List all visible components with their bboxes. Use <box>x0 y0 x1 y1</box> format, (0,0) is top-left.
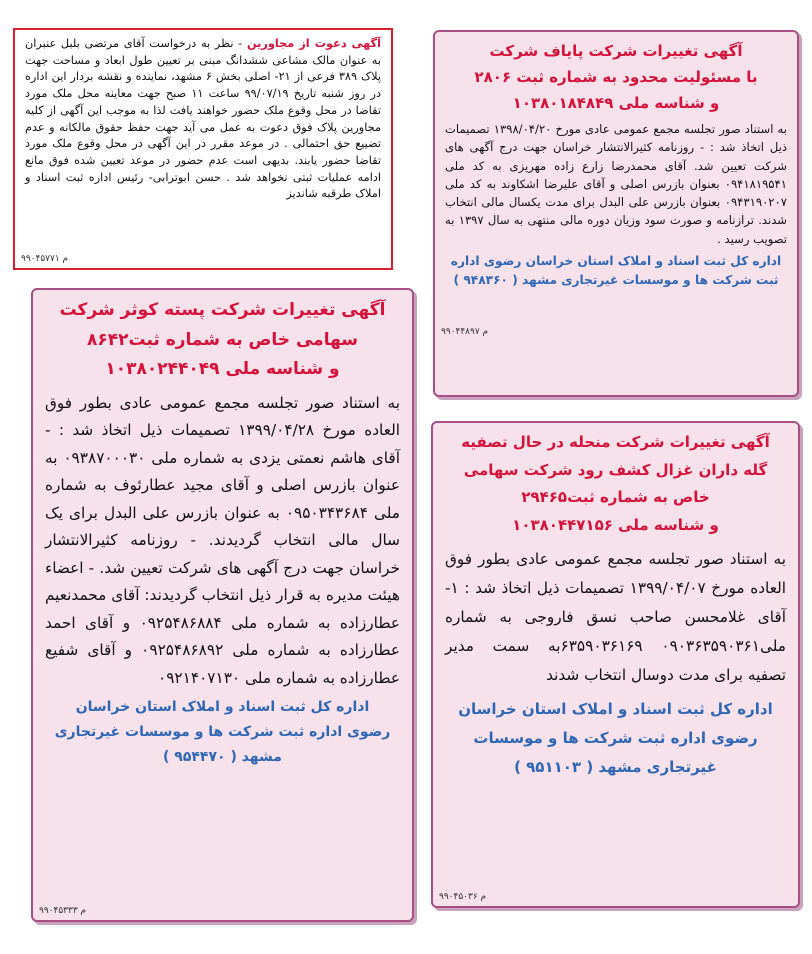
ad-payaf-text: به استناد صور تجلسه مجمع عمومی عادی مورخ ۱۳۹۸/۰۴/۲۰ تصمیمات ذیل اتخاذ شد : - روزنامه کثیرالانتشار خراسان جهت درج آگهی های شرکت تعیین شد. آقای محمدرضا زارع زاده مهریزی به کد ملی ۰۹۴۱۸۱۹۵۴۱ بعنوان بازرس اصلی و آقای علیرضا اشکاوند به کد ملی ۰۹۴۳۱۹۰۲۰۷ بعنوان بازرس علی البدل برای مدت یکسال مالی انتخاب شدند. ترازنامه و صورت سود وزیان دوره مالی منتهی به سال ۱۳۹۷ به تصویب رسید . <box>445 122 787 246</box>
ad-ghazal-title-line: گله داران غزال کشف رود شرکت سهامی <box>463 460 768 479</box>
ad-payaf-changes <box>433 30 799 397</box>
ad-kowsar-footer-line: مشهد ( ۹۵۴۴۷۰ ) <box>163 749 282 765</box>
ad-ghazal-changes <box>431 421 800 908</box>
ad-ghazal-footer <box>445 695 786 782</box>
ad-ghazal-title-line: آگهی تغییرات شرکت منحله در حال تصفیه <box>461 433 770 451</box>
ad-payaf-code: م ۹۹۰۴۴۸۹۷ <box>441 327 489 337</box>
ad-kowsar-title-line: و شناسه ملی ۱۰۳۸۰۲۴۴۰۴۹ <box>105 359 340 379</box>
ad-kowsar-text: به استناد صور تجلسه مجمع عمومی عادی بطور فوق العاده مورخ ۱۳۹۹/۰۴/۲۸ تصمیمات ذیل اتخاذ شد : - آقای هاشم نعمتی یزدی به شماره ملی ۰۹۳۸۷۰۰۰۳۰ به عنوان بازرس اصلی و آقای مجید عطارئوف به شماره ملی ۰۹۵۰۳۴۳۶۸۴ به عنوان بازرس علی البدل برای یک سال مالی انتخاب گردیدند. - روزنامه کثیرالانتشار خراسان جهت درج آگهی های شرکت تعیین شد. - اعضاء هیئت مدیره به قرار ذیل انتخاب گردیدند: آقای محمدنعیم عطارزاده به شماره ملی ۰۹۲۵۴۸۶۸۸۴ و آقای احمد عطارزاده به شماره ملی ۰۹۲۵۴۸۶۸۹۲ و آقای شفیع عطارزاده به شماره ملی ۰۹۲۱۴۰۷۱۳۰ <box>45 393 401 687</box>
ad-ghazal-code: م ۹۹۰۴۵۰۳۶ <box>439 892 487 902</box>
ad-kowsar-title-line: سهامی خاص به شماره ثبت۸۶۴۲ <box>86 329 359 350</box>
ad-payaf-title <box>445 38 787 116</box>
ad-payaf-footer-line: اداره کل ثبت اسناد و املاک استان خراسان رضوی اداره <box>450 254 782 269</box>
ad-kowsar-footer-line: رضوی اداره ثبت شرکت ها و موسسات غیرتجاری <box>54 724 391 740</box>
ad-payaf-title-line: با مسئولیت محدود به شماره ثبت ۲۸۰۶ <box>474 68 758 86</box>
ad-ghazal-footer-line: رضوی اداره ثبت شرکت ها و موسسات <box>473 729 758 747</box>
ad-ghazal-title <box>445 429 786 539</box>
ad-ghazal-footer-line: اداره کل ثبت اسناد و املاک استان خراسان <box>458 700 773 718</box>
ad-invitation-neighbours <box>13 28 393 270</box>
ad-kowsar-footer <box>45 695 400 770</box>
ad-ghazal-text: به استناد صور تجلسه مجمع عمومی عادی بطور فوق العاده مورخ ۱۳۹۹/۰۴/۰۷ تصمیمات ذیل اتخاذ شد : ۱-آقای غلامحسن صاحب نسق فاروجی به شماره ملی۰۹۰۳۶۳۵۹۰۳۶۱ ۶۳۵۹۰۳۶۱۶۹به سمت مدیر تصفیه برای مدت دوسال انتخاب شدند <box>445 550 786 684</box>
ad-ghazal-footer-line: غیرتجاری مشهد ( ۹۵۱۱۰۳ ) <box>514 758 717 776</box>
ad-ghazal-title-line: و شناسه ملی ۱۰۳۸۰۴۴۷۱۵۶ <box>512 515 719 534</box>
ad-kowsar-changes <box>31 288 414 922</box>
ad-invitation-title: آگهی دعوت از مجاورین <box>246 37 381 50</box>
ad-kowsar-title <box>45 296 400 385</box>
ad-kowsar-footer-line: اداره کل ثبت اسناد و املاک استان خراسان <box>75 699 370 715</box>
ad-payaf-footer <box>445 252 787 290</box>
ad-payaf-footer-line: ثبت شرکت ها و موسسات غیرتجاری مشهد ( ۹۴۸۳۶۰ ) <box>453 273 779 288</box>
ad-kowsar-code: م ۹۹۰۴۵۳۳۳ <box>39 906 87 916</box>
ad-kowsar-title-line: آگهی تغییرات شرکت پسته کوثر شرکت <box>59 300 386 320</box>
ad-invitation-code: م ۹۹۰۴۵۷۷۱ <box>21 254 69 264</box>
ad-invitation-body <box>25 36 381 203</box>
ad-invitation-text: - نظر به درخواست آقای مرتضی بلبل عنبران به عنوان مالک مشاعی ششدانگ مبنی بر تعیین طول ابعاد و مساحت جهت پلاک ۳۸۹ فرعی از ۲۱- اصلی بخش ۶ مشهد، نماینده و نقشه بردار این اداره در روز شنبه تاریخ ۹۹/۰۷/۱۹ ساعت ۱۱ صبح جهت معاینه محل ملک مورد تقاضا در محل وقوع ملک حضور خواهند یافت لذا به موجب این آگهی از کلیه مجاورین پلاک فوق دعوت به عمل می آید جهت حفظ حقوق مالکانه و عدم تضییع حق احتمالی . در موعد مقرر در این آگهی در محل وقوع ملک مورد تقاضا حضور یابند. بدیهی است عدم حضور در موعد تعیین شده فوق مانع ادامه عملیات ثبتی نخواهد شد . حسن ابوترابی- رئیس اداره ثبت اسناد و املاک طرقبه شاندیز <box>25 37 381 201</box>
ad-payaf-title-line: آگهی تغییرات شرکت پایاف شرکت <box>489 42 743 60</box>
ad-payaf-title-line: و شناسه ملی ۱۰۳۸۰۱۸۴۸۴۹ <box>512 94 720 112</box>
ad-ghazal-title-line: خاص به شماره ثبت۲۹۴۶۵ <box>521 488 710 506</box>
